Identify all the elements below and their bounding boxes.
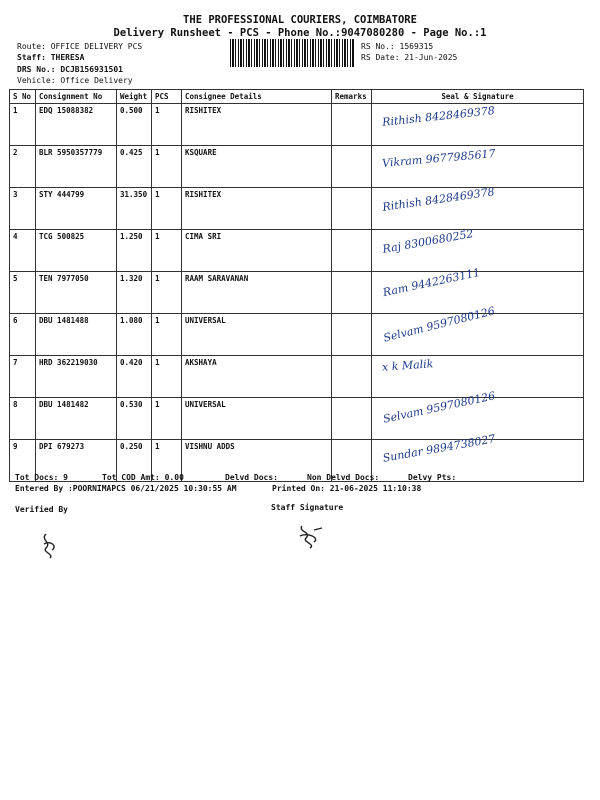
barcode-icon — [230, 39, 355, 67]
cell-weight: 0.530 — [117, 398, 152, 440]
cell-weight: 0.425 — [117, 146, 152, 188]
table-row — [10, 188, 584, 230]
cell-weight: 1.250 — [117, 230, 152, 272]
cell-sno: 1 — [10, 104, 36, 146]
cell-sno: 4 — [10, 230, 36, 272]
cell-pcs: 1 — [152, 188, 182, 230]
col-signature: Seal & Signature — [372, 90, 584, 104]
entered-by: Entered By :POORNIMAPCS 06/21/2025 10:30:55 AM — [15, 484, 237, 493]
staff-label: Staff: THERESA — [17, 53, 85, 62]
table-row — [10, 314, 584, 356]
verified-by-label: Verified By — [15, 505, 68, 514]
cell-consignee: UNIVERSAL — [182, 398, 332, 440]
cell-remarks — [332, 398, 372, 440]
cell-consignee: VISHNU ADDS — [182, 440, 332, 482]
cell-sno: 5 — [10, 272, 36, 314]
cell-remarks — [332, 104, 372, 146]
table-row — [10, 230, 584, 272]
non-delvd-docs: Non Delvd Docs: — [307, 473, 380, 482]
cell-cons: DPI 679273 — [36, 440, 117, 482]
handwritten-signature: Rithish 8428469378 — [381, 185, 496, 214]
route-label: Route: OFFICE DELIVERY PCS — [17, 42, 143, 51]
cell-pcs: 1 — [152, 230, 182, 272]
cell-cons: TCG 500825 — [36, 230, 117, 272]
delvd-docs: Delvd Docs: — [225, 473, 278, 482]
rs-number: RS No.: 1569315 — [361, 42, 434, 51]
cell-sno: 7 — [10, 356, 36, 398]
vehicle-label: Vehicle: Office Delivery — [17, 76, 133, 85]
cell-remarks — [332, 356, 372, 398]
col-weight: Weight — [117, 90, 152, 104]
cell-pcs: 1 — [152, 104, 182, 146]
cell-weight: 1.320 — [117, 272, 152, 314]
tot-cod-amt: Tot COD Amt: 0.00 — [102, 473, 184, 482]
handwritten-signature: Raj 8300680252 — [381, 226, 475, 256]
handwritten-signature: Ram 9442263111 — [381, 265, 482, 300]
cell-remarks — [332, 188, 372, 230]
col-sno: S No — [10, 90, 36, 104]
cell-weight: 0.250 — [117, 440, 152, 482]
handwritten-signature: Selvam 9597080126 — [381, 388, 497, 426]
drs-number: DRS No.: DCJB156931501 — [17, 65, 123, 74]
cell-remarks — [332, 146, 372, 188]
col-remarks: Remarks — [332, 90, 372, 104]
cell-consignee: RISHITEX — [182, 104, 332, 146]
handwritten-signature: Rithish 8428469378 — [381, 104, 496, 129]
cell-pcs: 1 — [152, 272, 182, 314]
table-header-row — [10, 90, 584, 104]
cell-pcs: 1 — [152, 440, 182, 482]
cell-consignee: AKSHAYA — [182, 356, 332, 398]
cell-sno: 9 — [10, 440, 36, 482]
cell-remarks — [332, 314, 372, 356]
company-title: THE PROFESSIONAL COURIERS, COIMBATORE — [183, 14, 417, 26]
cell-weight: 31.350 — [117, 188, 152, 230]
cell-remarks — [332, 272, 372, 314]
staff-signature-label: Staff Signature — [271, 503, 344, 512]
cell-remarks — [332, 230, 372, 272]
table-row — [10, 272, 584, 314]
delvy-pts: Delvy Pts: — [408, 473, 457, 482]
cell-sno: 2 — [10, 146, 36, 188]
handwritten-signature: x k Malik — [381, 357, 434, 374]
cell-consignee: KSQUARE — [182, 146, 332, 188]
cell-sno: 8 — [10, 398, 36, 440]
tot-docs: Tot Docs: 9 — [15, 473, 68, 482]
cell-cons: EDQ 15088382 — [36, 104, 117, 146]
cell-cons: BLR 5950357779 — [36, 146, 117, 188]
cell-pcs: 1 — [152, 398, 182, 440]
runsheet-subtitle: Delivery Runsheet - PCS - Phone No.:9047080280 - Page No.:1 — [113, 27, 487, 39]
cell-weight: 1.080 — [117, 314, 152, 356]
cell-cons: DBU 1481482 — [36, 398, 117, 440]
staff-signature-icon — [296, 522, 326, 550]
cell-pcs: 1 — [152, 356, 182, 398]
col-consignee: Consignee Details — [182, 90, 332, 104]
table-row — [10, 356, 584, 398]
table-row — [10, 398, 584, 440]
table-row — [10, 104, 584, 146]
cell-cons: HRD 362219030 — [36, 356, 117, 398]
cell-consignee: RISHITEX — [182, 188, 332, 230]
cell-consignee: RAAM SARAVANAN — [182, 272, 332, 314]
printed-on: Printed On: 21-06-2025 11:10:38 — [272, 484, 422, 493]
cell-weight: 0.420 — [117, 356, 152, 398]
handwritten-signature: Selvam 9597080126 — [382, 303, 497, 345]
rs-date: RS Date: 21-Jun-2025 — [361, 53, 458, 62]
handwritten-signature: Vikram 9677985617 — [381, 146, 497, 170]
cell-consignee: UNIVERSAL — [182, 314, 332, 356]
cell-cons: STY 444799 — [36, 188, 117, 230]
cell-sno: 6 — [10, 314, 36, 356]
col-consignment: Consignment No — [36, 90, 117, 104]
cell-pcs: 1 — [152, 314, 182, 356]
table-row — [10, 146, 584, 188]
col-pcs: PCS — [152, 90, 182, 104]
cell-sno: 3 — [10, 188, 36, 230]
verified-by-signature-icon — [38, 530, 68, 560]
cell-consignee: CIMA SRI — [182, 230, 332, 272]
cell-cons: TEN 7977050 — [36, 272, 117, 314]
handwritten-signature: Sundar 9894738027 — [381, 432, 497, 465]
cell-weight: 0.500 — [117, 104, 152, 146]
cell-pcs: 1 — [152, 146, 182, 188]
table-row — [10, 440, 584, 482]
cell-cons: DBU 1481488 — [36, 314, 117, 356]
runsheet-table — [9, 89, 584, 482]
